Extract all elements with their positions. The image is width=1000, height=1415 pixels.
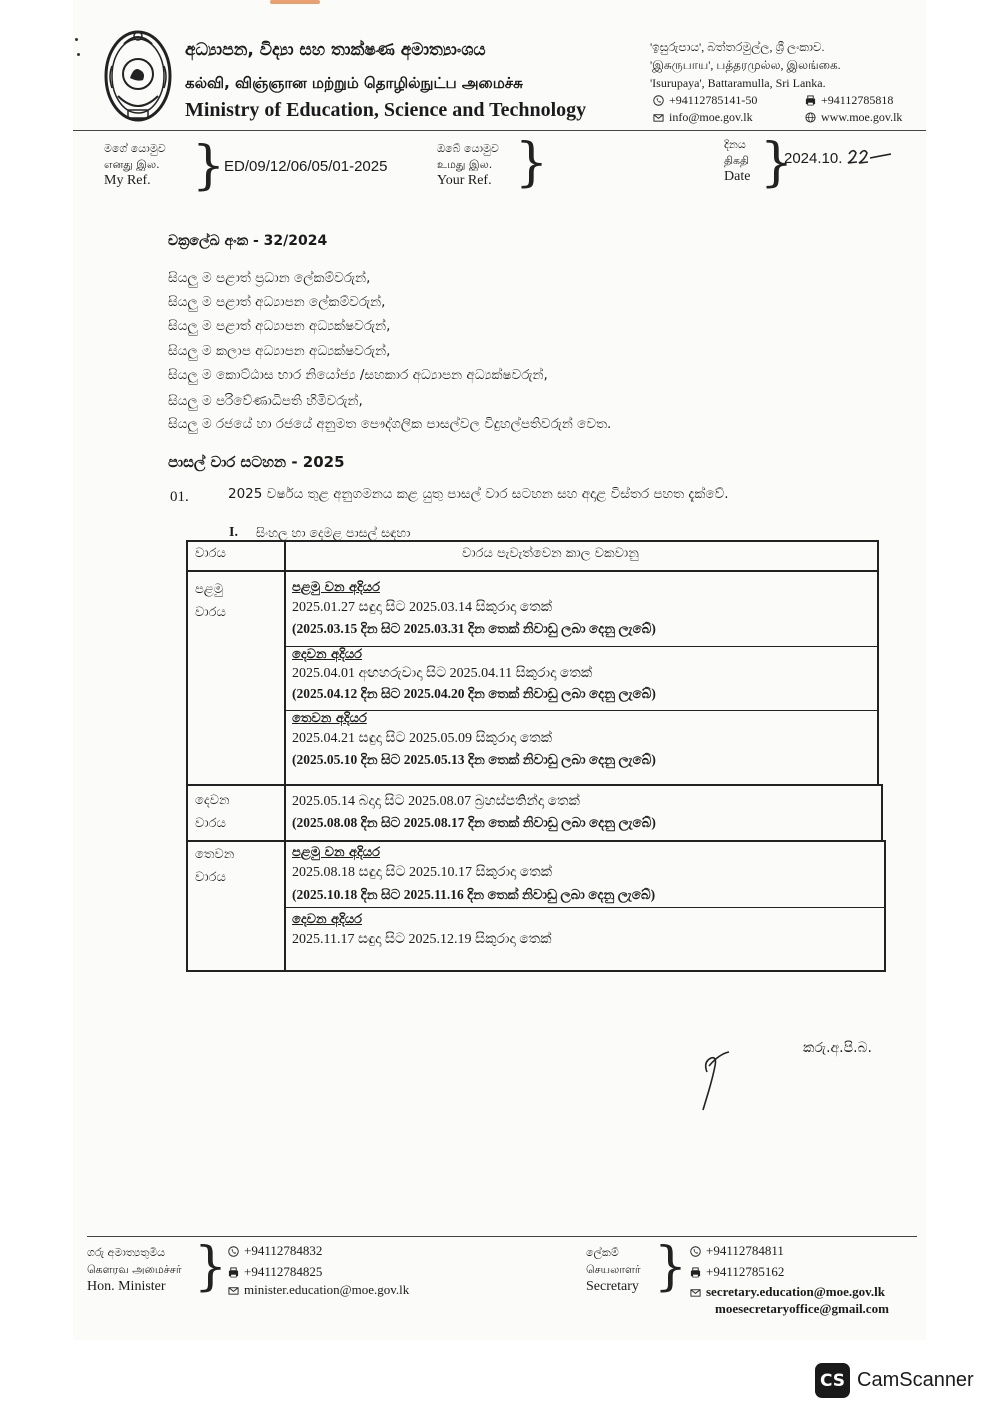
minister-label-en: Hon. Minister (87, 1279, 166, 1294)
minister-fax (228, 1264, 322, 1280)
recipient-line: සියලු ම රජයේ හා රජයේ අනුමත පෞද්ගලික පාසල්වල විදුහල්පතිවරුන් වෙත. (168, 416, 612, 432)
closing-abbreviation: කරු.අ.පි.බ. (803, 1040, 872, 1056)
phone-icon (653, 95, 664, 106)
term-3-cell (195, 843, 234, 889)
brace: } (654, 1237, 688, 1297)
table-header-period: වාරය පැවැත්වෙන කාල වකවානු (462, 546, 639, 561)
minister-fax-number: +94112784825 (244, 1264, 323, 1279)
phase-dates: 2025.04.01 අඟහරුවාදා සිට 2025.04.11 සිකුරාදා තෙක් (292, 666, 593, 681)
brace: } (192, 136, 226, 196)
secretary-label (586, 1244, 641, 1295)
scan-smudge (270, 0, 320, 4)
your-ref-label-ta: உமது இல. (437, 158, 493, 171)
date-label-en: Date (724, 169, 751, 184)
table-header-term: වාරය (195, 546, 226, 561)
term-2-label: දෙවන (195, 793, 230, 808)
camscanner-logo-icon: CS (815, 1363, 850, 1398)
fax-icon (690, 1267, 701, 1278)
ministry-name-tamil: கல்வி, விஞ்ஞான மற்றும் தொழில்நுட்ப அமைச்சு (185, 74, 523, 92)
term-2-label: වාරය (195, 816, 226, 831)
recipient-line: සියලු ම පළාත් ප්‍රධාන ලේකම්වරුන්, (168, 270, 371, 286)
subject-heading: පාසල් වාර සටහන - 2025 (168, 453, 345, 471)
minister-email-address: minister.education@moe.gov.lk (244, 1282, 410, 1297)
date-label (724, 137, 750, 185)
phone-icon (690, 1246, 701, 1257)
date-value: 2024.10. (784, 150, 843, 167)
your-ref-label (437, 141, 499, 189)
phase-holiday: (2025.04.12 දින සිට 2025.04.20 දින තෙක් නිවාඩු ලබා දෙනු ලැබේ) (292, 686, 656, 701)
ministry-name-sinhala: අධ්‍යාපන, විද්‍යා සහ තාක්ෂණ අමාත්‍යාංශය (185, 40, 486, 60)
phone-icon (228, 1246, 239, 1257)
secretary-label-en: Secretary (586, 1279, 639, 1294)
secretary-email-address: secretary.education@moe.gov.lk (706, 1284, 886, 1299)
secretary-email (690, 1284, 885, 1300)
my-ref-label-en: My Ref. (104, 173, 151, 188)
header-web (805, 110, 902, 125)
recipient-line: සියලු ම කලාප අධ්‍යාපන අධ්‍යක්ෂවරුන්, (168, 343, 391, 359)
recipient-line: සියලු ම පරිවේණාධිපති හිමිවරුන්, (168, 393, 363, 409)
address-sinhala: 'ඉසුරුපාය', බත්තරමුල්ල, ශ්‍රී ලංකාව. (650, 40, 825, 54)
camscanner-text: CamScanner (857, 1369, 974, 1391)
scan-speck (77, 53, 80, 56)
brace: } (194, 1237, 228, 1297)
term-2-cell (195, 789, 230, 835)
term-3-label: තෙවන (195, 847, 235, 862)
recipient-line: සියලු ම පළාත් අධ්‍යාපන ලේකම්වරුන්, (168, 294, 386, 310)
term-1-label: වාරය (195, 605, 226, 620)
fax-icon (805, 95, 816, 106)
term-1-label: පළමු (195, 582, 224, 597)
circular-number: චක්‍රලේඛ අංක - 32/2024 (168, 233, 328, 249)
secretary-email-address-alt: moesecretaryoffice@gmail.com (715, 1301, 889, 1316)
secretary-phone (690, 1243, 784, 1259)
email-icon (228, 1285, 239, 1296)
phase-label: දෙවන අදියර (292, 912, 363, 927)
phase-dates: 2025.11.17 සඳුදා සිට 2025.12.19 සිකුරාදා තෙක් (292, 932, 552, 947)
header-phone-number: +94112785141-50 (669, 93, 758, 107)
minister-label-ta: கௌரவ அமைச்சர் (87, 1263, 182, 1276)
secretary-label-si: ලේකම් (586, 1246, 619, 1259)
email-icon (653, 112, 664, 123)
phase-holiday: (2025.08.08 දින සිට 2025.08.17 දින තෙක් නිවාඩු ලබා දෙනු ලැබේ) (292, 815, 656, 830)
sri-lanka-emblem-icon (102, 26, 174, 126)
brace: } (760, 133, 794, 193)
header-website: www.moe.gov.lk (821, 110, 903, 124)
my-ref-label (104, 141, 166, 189)
subsection-title: සිංහල හා දෙමළ පාසල් සඳහා (256, 525, 411, 540)
header-email-address: info@moe.gov.lk (669, 110, 753, 124)
secretary-email-alt (715, 1301, 889, 1317)
phase-holiday: (2025.10.18 දින සිට 2025.11.16 දින තෙක් නිවාඩු ලබා දෙනු ලැබේ) (292, 887, 656, 902)
your-ref-label-si: ඔබේ යොමුව (437, 142, 499, 155)
date-label-si: දිනය (724, 138, 746, 151)
brace: } (515, 133, 549, 193)
recipient-line: සියලු ම කොට්ඨාස භාර නියෝජ්‍ය /සහකාර අධ්‍යාපන අධ්‍යක්ෂවරුන්, (168, 367, 548, 383)
header-fax-number: +94112785818 (821, 93, 894, 107)
header-divider (73, 130, 926, 131)
email-icon (690, 1287, 701, 1298)
phase-dates: 2025.05.14 බදාදා සිට 2025.08.07 බ්‍රහස්පතින්දා තෙක් (292, 794, 580, 809)
phase-dates: 2025.01.27 සඳුදා සිට 2025.03.14 සිකුරාදා තෙක් (292, 600, 553, 615)
signature-mark (695, 1050, 735, 1112)
your-ref-label-en: Your Ref. (437, 173, 492, 188)
secretary-fax (690, 1264, 784, 1280)
phase-label: දෙවන අදියර (292, 647, 363, 662)
paragraph-number: 01. (170, 489, 189, 505)
term-3-label: වාරය (195, 870, 226, 885)
date-label-ta: திகதி (724, 154, 750, 167)
address-english: 'Isurupaya', Battaramulla, Sri Lanka. (650, 76, 826, 90)
phase-label: පළමු වන අදියර (292, 580, 381, 595)
header-phone (653, 93, 757, 108)
phase-label: තෙවන අදියර (292, 711, 367, 726)
phase-holiday: (2025.03.15 දින සිට 2025.03.31 දින තෙක් නිවාඩු ලබා දෙනු ලැබේ) (292, 621, 656, 636)
scan-speck (75, 38, 78, 41)
minister-phone-number: +94112784832 (244, 1243, 323, 1258)
address-tamil: 'இசுருபாய', பத்தரமுல்ல, இலங்கை. (650, 58, 841, 72)
fax-icon (228, 1267, 239, 1278)
phase-label: පළමු වන අදියර (292, 845, 381, 860)
ministry-name-english: Ministry of Education, Science and Technology (185, 99, 587, 121)
subsection-number: I. (229, 525, 238, 540)
my-ref-label-si: මගේ යොමුව (104, 142, 166, 155)
phase-holiday: (2025.05.10 දින සිට 2025.05.13 දින තෙක් නිවාඩු ලබා දෙනු ලැබේ) (292, 752, 656, 767)
minister-label (87, 1244, 182, 1295)
my-ref-value: ED/09/12/06/05/01-2025 (224, 158, 388, 175)
phase-dates: 2025.08.18 සඳුදා සිට 2025.10.17 සිකුරාදා තෙක් (292, 865, 553, 880)
minister-email (228, 1282, 409, 1298)
recipient-line: සියලු ම පළාත් අධ්‍යාපන අධ්‍යක්ෂවරුන්, (168, 318, 391, 334)
handwritten-day (846, 146, 894, 166)
globe-icon (805, 112, 816, 123)
paragraph-text: 2025 වර්ෂය තුළ අනුගමනය කළ යුතු පාසල් වාර සටහන සහ අදාළ විස්තර පහත දැක්වේ. (228, 486, 729, 502)
header-fax (805, 93, 893, 108)
secretary-phone-number: +94112784811 (706, 1243, 784, 1258)
my-ref-label-ta: எனது இல. (104, 158, 160, 171)
minister-phone (228, 1243, 322, 1259)
phase-dates: 2025.04.21 සඳුදා සිට 2025.05.09 සිකුරාදා තෙක් (292, 731, 553, 746)
secretary-fax-number: +94112785162 (706, 1264, 785, 1279)
header-email (653, 110, 753, 125)
minister-label-si: ගරු අමාත්‍යතුමිය (87, 1246, 166, 1259)
term-1-cell (195, 578, 226, 624)
secretary-label-ta: செயலாளர் (586, 1263, 641, 1276)
